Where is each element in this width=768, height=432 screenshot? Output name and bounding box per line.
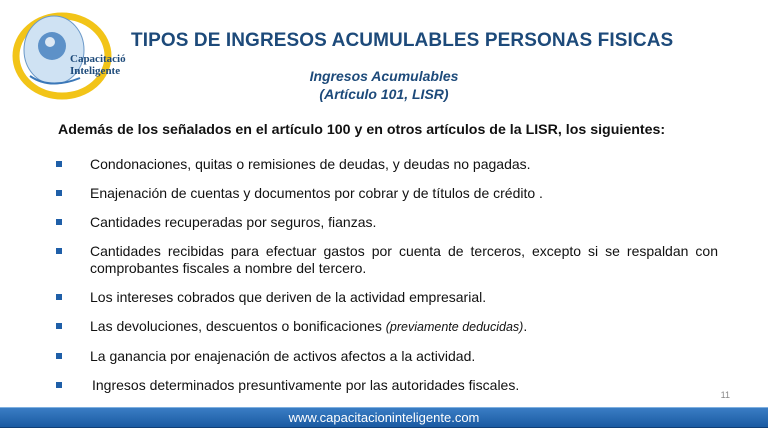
logo-text-line2: Inteligente (70, 65, 121, 77)
list-item: Ingresos determinados presuntivamente por las autoridades fiscales. (56, 377, 718, 394)
list-item: Las devoluciones, descuentos o bonificaciones (previamente deducidas). (56, 318, 718, 336)
list-item: La ganancia por enajenación de activos afectos a la actividad. (56, 348, 718, 365)
footer-bar (0, 407, 768, 428)
bullet-icon (56, 219, 62, 225)
bullet-icon (56, 190, 62, 196)
item-note: (previamente deducidas) (385, 320, 524, 334)
list-item: Los intereses cobrados que deriven de la actividad empresarial. (56, 289, 718, 306)
list-item: Cantidades recuperadas por seguros, fianzas. (56, 214, 718, 231)
bullet-icon (56, 161, 62, 167)
intro-text: Además de los señalados en el artículo 100 y en otros artículos de la LISR, los siguientes: (58, 122, 666, 138)
footer-url-link[interactable]: www.capacitacioninteligente.com (288, 410, 480, 425)
bullet-icon (56, 382, 62, 388)
logo-text-line1: Capacitación (70, 53, 126, 65)
list-item: Condonaciones, quitas o remisiones de deudas, y deudas no pagadas. (56, 156, 718, 173)
income-list (56, 156, 718, 406)
subtitle-line2: (Artículo 101, LISR) (319, 86, 449, 102)
list-item: Cantidades recibidas para efectuar gastos por cuenta de terceros, excepto si se respaldan con comprobantes fiscales a nombre del tercero. (56, 243, 718, 277)
bullet-icon (56, 323, 62, 329)
page-number: 11 (720, 390, 730, 400)
bullet-icon (56, 294, 62, 300)
company-logo (10, 6, 126, 102)
page-title: TIPOS DE INGRESOS ACUMULABLES PERSONAS FISICAS (131, 30, 674, 51)
list-item: Enajenación de cuentas y documentos por cobrar y de títulos de crédito . (56, 185, 718, 202)
subtitle (200, 67, 568, 103)
subtitle-line1: Ingresos Acumulables (309, 68, 459, 84)
bullet-icon (56, 353, 62, 359)
bullet-icon (56, 248, 62, 254)
